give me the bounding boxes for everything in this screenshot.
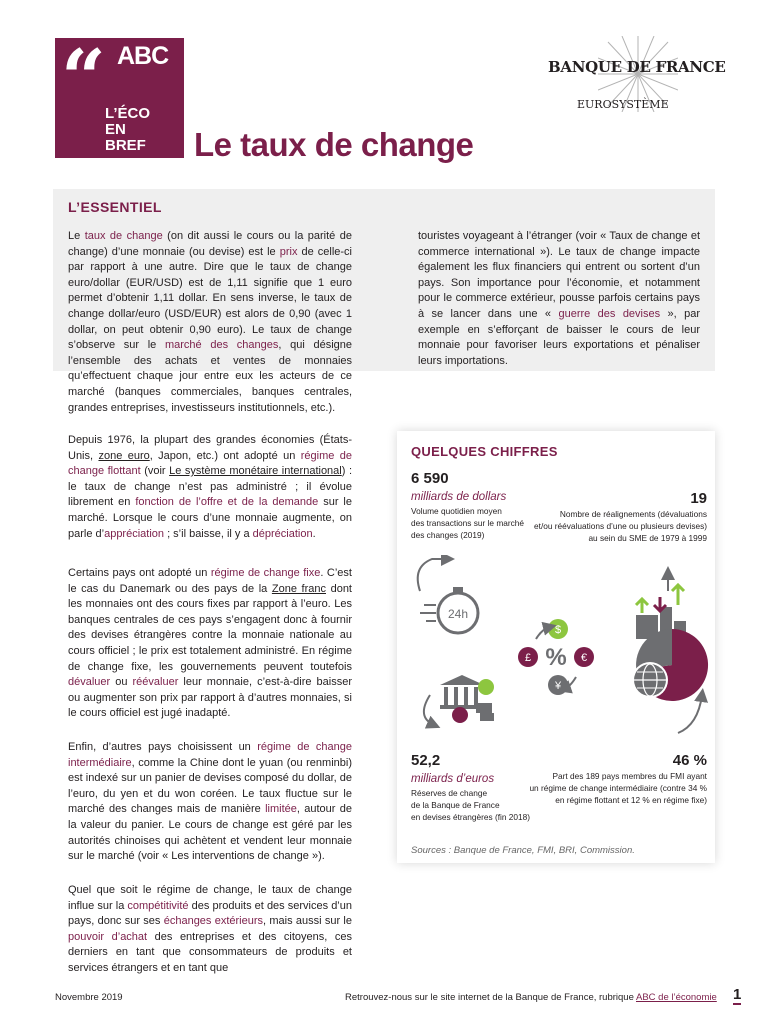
abc-logo [55, 33, 184, 158]
bank-subtitle: EUROSYSTÈME [577, 98, 669, 111]
page-number: 1 [733, 986, 742, 1003]
text-run: ou [110, 676, 133, 689]
glossary-term[interactable]: appréciation [104, 527, 165, 540]
glossary-term[interactable]: taux de change [84, 230, 163, 242]
text-run: Depuis 1976, la plupart des grandes économies (États-Unis, [68, 434, 352, 462]
glossary-term[interactable]: limitée [265, 803, 297, 816]
svg-text:£: £ [524, 652, 532, 664]
abc-economie-link[interactable]: ABC de l’économie [635, 992, 717, 1003]
chiffres-heading: QUELQUES CHIFFRES [411, 444, 558, 459]
logo-line-3: BREF [105, 137, 146, 154]
glossary-term[interactable]: régime de change intermédiaire [68, 741, 352, 769]
figure-1-unit: milliards de dollars [411, 491, 507, 503]
text-run: des entreprises et des citoyens, ces derniers en tant que consommateurs de produits et services étrangers et en tant que [68, 930, 352, 974]
text-run: touristes voyageant à l’étranger (voir « Taux de change et commerce international »). Le taux de change impacte également les flux financiers qui entrent ou sortent d’un pays. Son importance pour l’économie, et notamment pour le commerce extérieur, pousse parfois certains pays à se lancer dans une « [418, 230, 700, 320]
logo-line-2: EN [105, 121, 126, 138]
text-run: sur le marché. Lorsque le cours d’une monnaie augmente, on parle d’ [68, 496, 352, 540]
logo-line-1: L’ÉCO [105, 105, 151, 122]
text-run: . C’est le cas du Danemark ou des pays de la [68, 567, 352, 595]
arrow-bottom-right [678, 695, 702, 733]
glossary-term[interactable]: échanges extérieurs [163, 915, 264, 928]
sources-note: Sources : Banque de France, FMI, BRI, Commission. [411, 845, 635, 856]
svg-text:%: % [545, 644, 567, 671]
glossary-term[interactable]: prix [279, 245, 298, 258]
footer-text-label: Retrouvez-nous sur le site internet de la Banque de France, rubrique [345, 992, 636, 1003]
text-run: (voir [140, 465, 170, 478]
figure-4-desc: Part des 189 pays membres du FMI ayant un régime de change intermédiaire (contre 34 % en régime flottant et 12 % en régime fixe) [529, 771, 707, 805]
globe-pie-icon [632, 629, 708, 701]
figure-3-desc: Réserves de change de la Banque de France en devises étrangères (fin 2018) [411, 788, 530, 822]
text-run: (on dit aussi le cours ou la parité de change) d’une monnaie (ou devise) est le [68, 230, 352, 258]
arrow-top-left [418, 559, 448, 591]
text-run: Quel que soit le régime de change, le taux de change influe sur la [68, 884, 352, 912]
reference-link[interactable]: zone euro [98, 449, 150, 462]
paragraph-right [418, 229, 700, 369]
svg-text:$: $ [554, 624, 562, 636]
text-run: ) : le taux de change n’est pas administré ; il évolue librement en [68, 465, 353, 509]
paragraph-3 [68, 566, 352, 722]
text-run: », par exemple en s’efforçant de baisser le cours de leur monnaie pour favoriser leurs exportations et pénaliser leurs importations. [418, 307, 701, 367]
text-run: , autour de la valeur du panier. Le cours de change est géré par les autorités chinoises qui achètent et vendent leur monnaie sur le marché (voir « Les interventions de change »). [68, 803, 352, 863]
bank-name: BANQUE DE FRANCE [548, 58, 726, 76]
figure-2-value: 19 [690, 490, 707, 507]
reference-link[interactable]: Le système monétaire international [169, 465, 342, 478]
footer-date: Novembre 2019 [55, 992, 123, 1003]
glossary-term[interactable]: dépréciation [252, 527, 313, 540]
text-run: , comme la Chine dont le yuan (ou renminbi) est indexé sur un panier de devises composé du dollar, de l’euro, du yen et du won coréen. Le taux fluctue sur le marché des changes mais de manière [68, 756, 352, 816]
text-run: Enfin, d’autres pays choisissent un [68, 741, 258, 753]
reference-link[interactable]: Zone franc [271, 582, 326, 595]
figure-1-desc: Volume quotidien moyen des transactions sur le marché des changes (2019) [411, 506, 524, 540]
glossary-term[interactable]: fonction de l’offre et de la demande [135, 496, 319, 509]
figure-4-value: 46 % [672, 752, 707, 769]
quote-mark-icon: “ [61, 33, 106, 124]
glossary-term[interactable]: guerre des devises [558, 307, 661, 320]
logo-abc-text: ABC [117, 42, 169, 70]
figure-1-value: 6 590 [411, 470, 449, 487]
footer-text [345, 992, 717, 1003]
figure-3-value: 52,2 [411, 752, 441, 769]
glossary-term[interactable]: régime de change fixe [210, 567, 321, 579]
bank-building-icon [440, 675, 494, 723]
paragraph-5 [68, 883, 352, 977]
glossary-term[interactable]: dévaluer [68, 676, 111, 689]
section-heading: L’ESSENTIEL [68, 199, 162, 215]
figure-3-unit: milliards d’euros [411, 773, 495, 785]
paragraph-2 [68, 433, 352, 542]
exchange-infographic [410, 555, 710, 755]
svg-text:€: € [580, 652, 588, 664]
glossary-term[interactable]: régime de change flottant [68, 449, 353, 478]
glossary-term[interactable]: compétitivité [127, 899, 189, 912]
figure-2-desc: Nombre de réalignements (dévaluations et/ou réévaluations d’une ou plusieurs devises) au sein du SME de 1979 à 1999 [534, 509, 707, 543]
paragraph-4 [68, 740, 352, 865]
text-run: . [312, 527, 316, 540]
text-run: Certains pays ont adopté un [68, 567, 211, 579]
text-run: ; s’il baisse, il y a [164, 527, 253, 540]
text-run: dont les monnaies ont des cours fixes par rapport à l’euro. Les banques centrales de ces pays s’engagent donc à fournir des devises étrangères contre la monnaie nationale au cours officiel ; le prix est totalement administré. En régime de change fixe, les gouvernements peuvent toutefois [68, 582, 352, 673]
paragraph-1 [68, 229, 352, 416]
glossary-term[interactable]: marché des changes [164, 339, 279, 352]
text-run: leur monnaie, c’est-à-dire baisser ou augmenter son prix par rapport à d’autres monnaies, si le cours officiel est jugé inadapté. [68, 676, 352, 720]
text-run: de celle-ci par rapport à une autre. Dire que le taux de change euro/dollar (EUR/USD) est de 1,11 signifie que 1 euro permet d’obtenir 1,11 dollar. En sens inverse, le taux de change dollar/euro (USD/EUR) est alors de 0,90 (avec 1 dollar, on peut obtenir 0,90 euro). Le taux de change s’observe sur le [68, 245, 352, 352]
text-run: , mais aussi sur le [263, 915, 352, 928]
clock-label: 24h [447, 607, 469, 621]
text-run: des produits et des services d’un pays, donc sur ses [68, 899, 352, 928]
clock-24h-icon [420, 587, 478, 633]
glossary-term[interactable]: pouvoir d’achat [68, 930, 148, 943]
text-run: , qui désigne l’ensemble des achats et ventes de monnaies qu’effectuent chaque jour entre eux les acteurs de ce marché (banques commerciales, banques centrales, grandes entreprises, investisseurs institutionnels, etc.). [68, 339, 352, 414]
page-title: Le taux de change [194, 126, 474, 163]
text-run: Le [68, 230, 85, 242]
glossary-term[interactable]: réévaluer [132, 676, 179, 689]
text-run: , Japon, etc.) ont adopté un [149, 449, 301, 462]
svg-text:¥: ¥ [554, 680, 562, 692]
currency-exchange-icon [518, 619, 594, 695]
arrow-bottom-left [424, 695, 434, 725]
